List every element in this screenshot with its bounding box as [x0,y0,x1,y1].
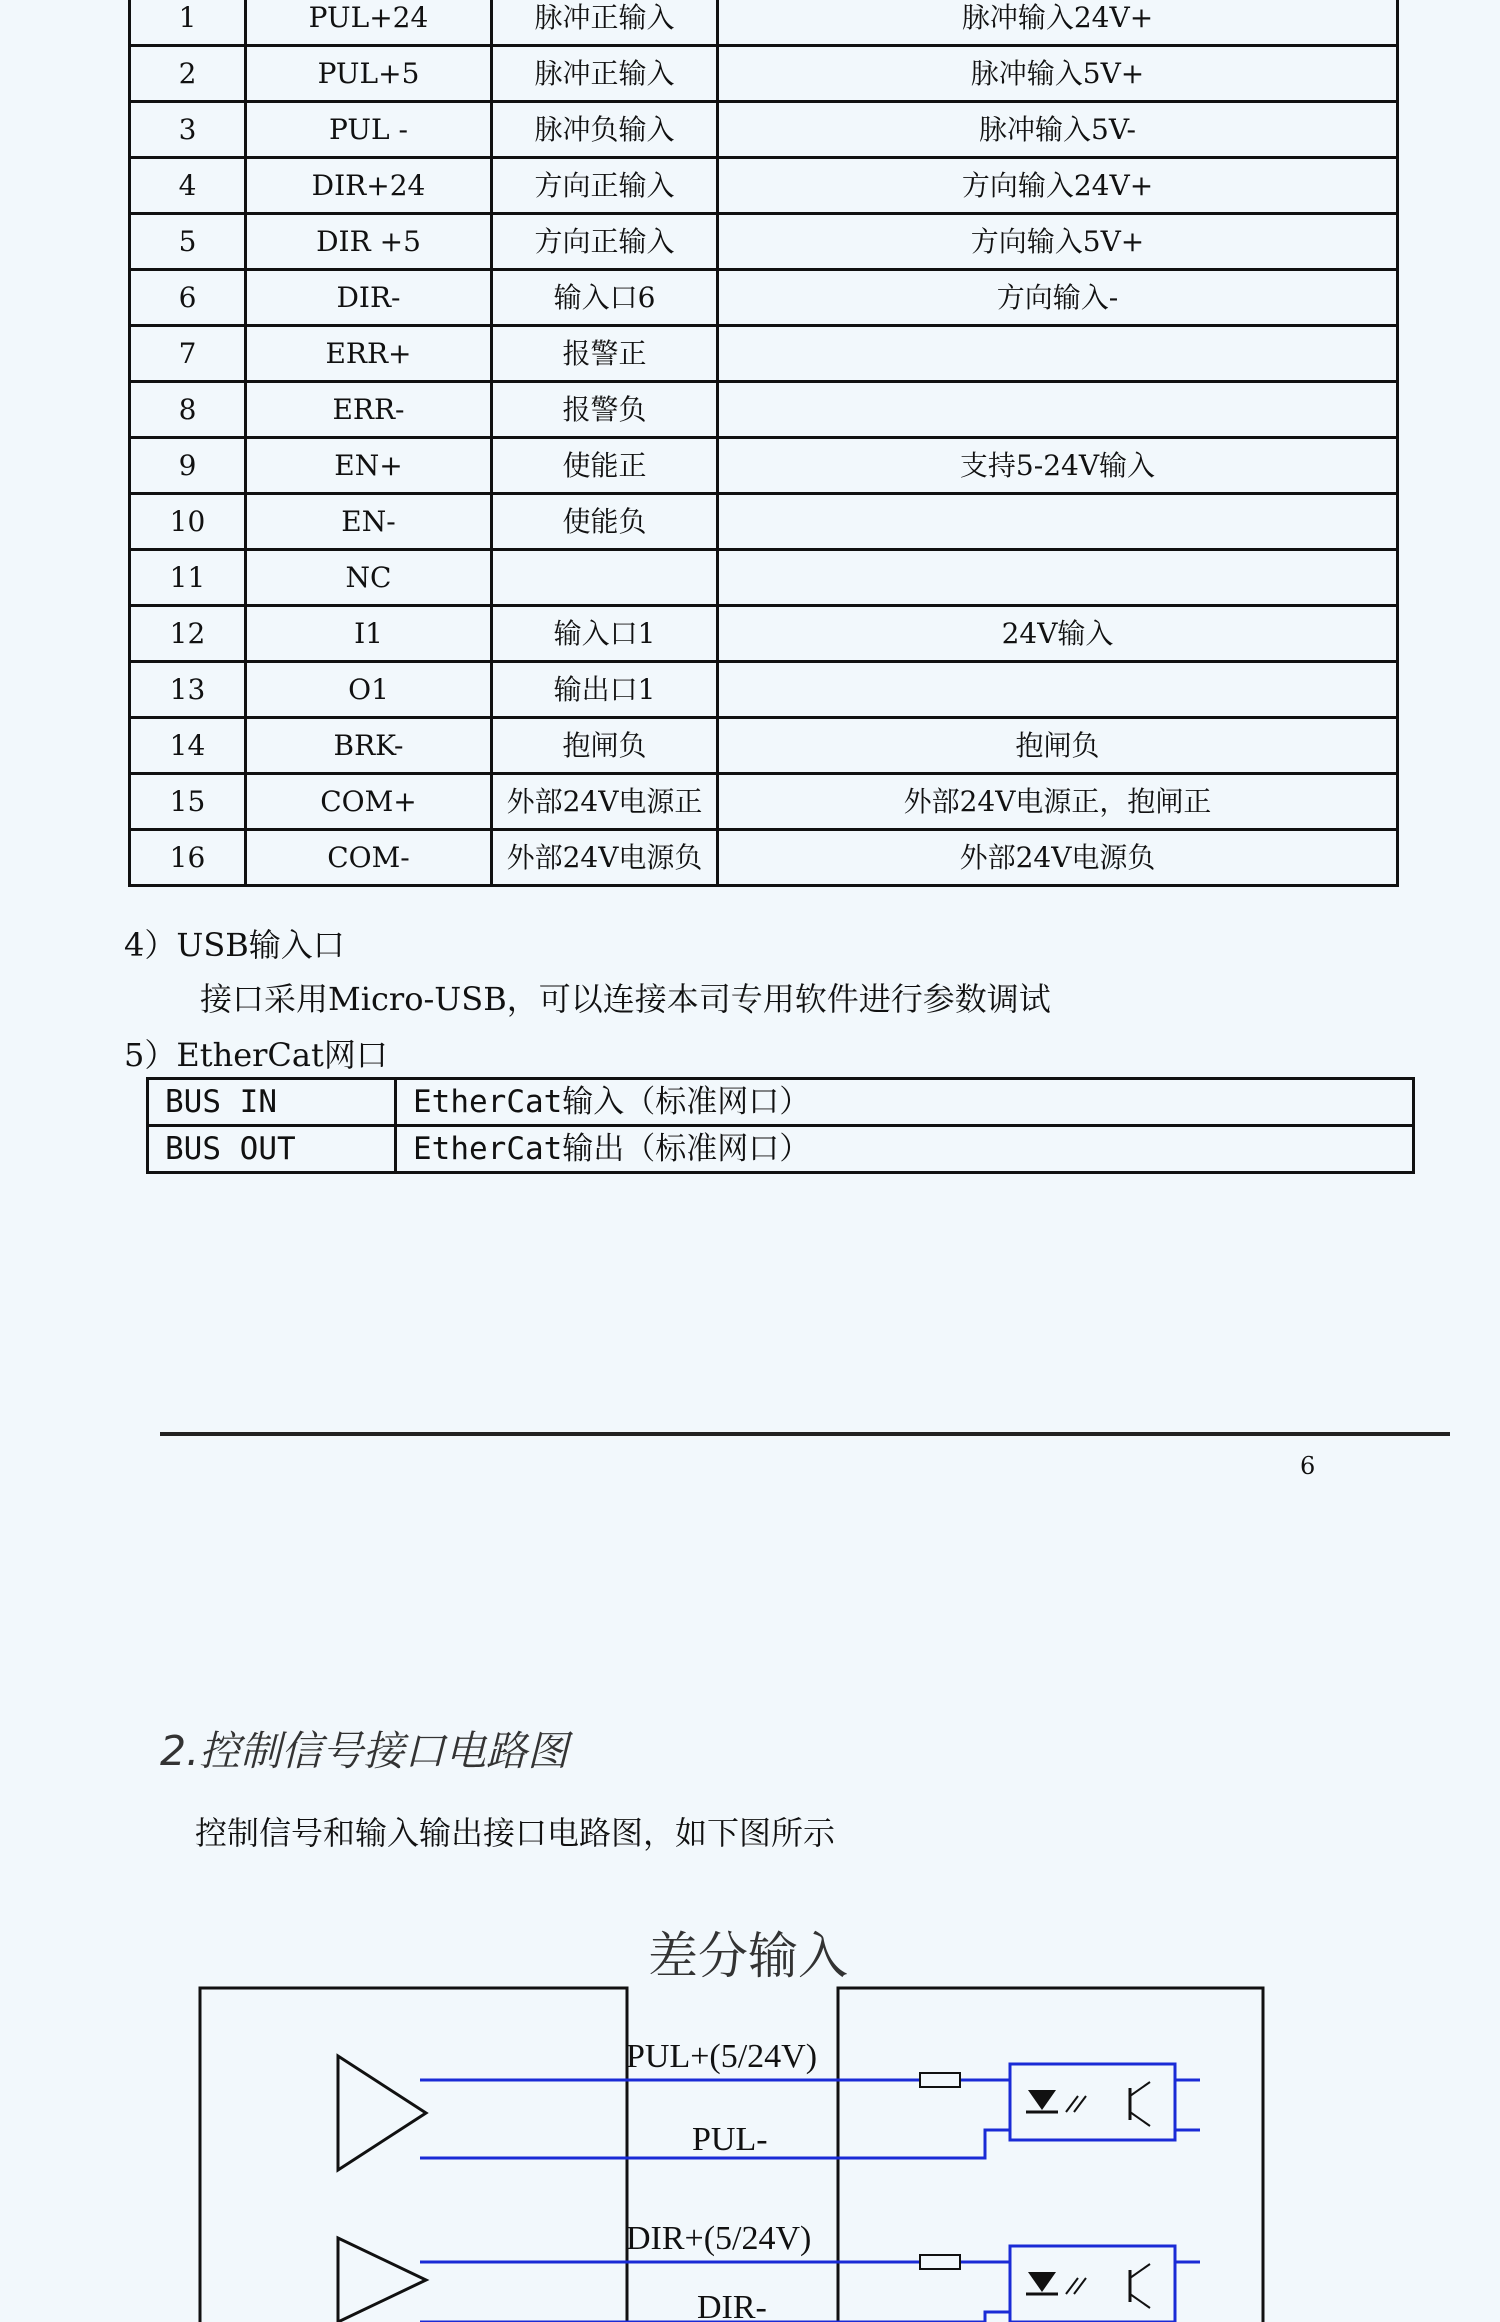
table-row [130,830,1398,886]
page-number: 6 [1300,1452,1316,1480]
pin-description: 方向输入24V+ [718,158,1398,214]
pin-name: 报警负 [492,382,718,438]
pin-name [492,550,718,606]
pin-number: 7 [130,326,246,382]
table-row [130,718,1398,774]
pin-name: 输出口1 [492,662,718,718]
usb-description: 接口采用Micro-USB，可以连接本司专用软件进行参数调试 [200,980,1051,1018]
pin-name: 脉冲负输入 [492,102,718,158]
pin-signal: PUL - [246,102,492,158]
pin-name: 方向正输入 [492,214,718,270]
pin-name: 脉冲正输入 [492,0,718,46]
table-row [130,662,1398,718]
table-row [130,46,1398,102]
pin-number: 5 [130,214,246,270]
pin-name: 外部24V电源负 [492,830,718,886]
table-row [130,270,1398,326]
table-row [130,774,1398,830]
table-row [130,214,1398,270]
pin-number: 2 [130,46,246,102]
pin-description: 脉冲输入5V- [718,102,1398,158]
controller-box [200,1988,627,2322]
pin-definition-table [128,0,1399,887]
pin-description: 抱闸负 [718,718,1398,774]
section-description: 控制信号和输入输出接口电路图，如下图所示 [195,1814,836,1852]
usb-heading: 4）USB输入口 [124,926,345,964]
table-row [130,494,1398,550]
table-row [130,326,1398,382]
table-row [148,1126,1414,1173]
pin-name: 脉冲正输入 [492,46,718,102]
pin-description [718,382,1398,438]
pin-name: 方向正输入 [492,158,718,214]
pul-minus-label: PUL- [692,2121,768,2158]
pin-description: 外部24V电源负 [718,830,1398,886]
pin-description: 方向输入5V+ [718,214,1398,270]
pin-table-body [130,0,1398,886]
dir-resistor-icon [920,2255,960,2269]
driver-box [838,1988,1263,2322]
optocoupler-pul-icon [1010,2064,1200,2140]
pin-description: 支持5-24V输入 [718,438,1398,494]
table-row [130,0,1398,46]
pin-signal: PUL+24 [246,0,492,46]
table-row [130,550,1398,606]
pin-number: 6 [130,270,246,326]
pin-description: 外部24V电源正，抱闸正 [718,774,1398,830]
pin-number: 11 [130,550,246,606]
pin-signal: ERR+ [246,326,492,382]
pul-resistor-icon [920,2073,960,2087]
table-row [148,1079,1414,1126]
pin-number: 13 [130,662,246,718]
pin-name: 输入口6 [492,270,718,326]
ethercat-heading: 5）EtherCat网口 [124,1036,388,1074]
pin-signal: BRK- [246,718,492,774]
table-row [130,438,1398,494]
pin-number: 12 [130,606,246,662]
table-row [130,158,1398,214]
line-driver-dir-icon [338,2238,426,2322]
pin-description: 24V输入 [718,606,1398,662]
pin-name: 使能负 [492,494,718,550]
diagram-title: 差分输入 [648,1928,848,1984]
pin-signal: EN+ [246,438,492,494]
pin-number: 1 [130,0,246,46]
pin-number: 10 [130,494,246,550]
pin-number: 8 [130,382,246,438]
dir-plus-label: DIR+(5/24V) [626,2220,812,2257]
pin-description [718,326,1398,382]
line-driver-pul-icon [338,2056,426,2170]
pin-signal: COM- [246,830,492,886]
pin-description: 脉冲输入24V+ [718,0,1398,46]
pin-number: 9 [130,438,246,494]
pin-signal: DIR- [246,270,492,326]
pin-signal: I1 [246,606,492,662]
bus-in-port: BUS IN [148,1079,396,1126]
pin-description: 方向输入- [718,270,1398,326]
pul-plus-label: PUL+(5/24V) [626,2038,818,2075]
pin-name: 报警正 [492,326,718,382]
pin-signal: DIR+24 [246,158,492,214]
pin-signal: O1 [246,662,492,718]
pin-description [718,662,1398,718]
table-row [130,382,1398,438]
pin-name: 抱闸负 [492,718,718,774]
pin-number: 3 [130,102,246,158]
pin-description [718,550,1398,606]
ethercat-port-table [146,1077,1415,1174]
pin-number: 14 [130,718,246,774]
bus-out-desc: EtherCat输出（标准网口） [396,1126,1414,1173]
pin-number: 15 [130,774,246,830]
pin-signal: COM+ [246,774,492,830]
pin-signal: PUL+5 [246,46,492,102]
pin-name: 输入口1 [492,606,718,662]
pin-name: 外部24V电源正 [492,774,718,830]
bus-out-port: BUS OUT [148,1126,396,1173]
pin-description: 脉冲输入5V+ [718,46,1398,102]
pin-signal: EN- [246,494,492,550]
pin-name: 使能正 [492,438,718,494]
pin-signal: DIR +5 [246,214,492,270]
dir-minus-label: DIR- [697,2289,767,2322]
pin-number: 4 [130,158,246,214]
footer-rule [160,1432,1450,1436]
differential-input-circuit-diagram [0,1900,1500,2322]
section-title: 2.控制信号接口电路图 [160,1727,569,1775]
pin-number: 16 [130,830,246,886]
bus-in-desc: EtherCat输入（标准网口） [396,1079,1414,1126]
optocoupler-dir-icon [1010,2246,1200,2322]
pin-description [718,494,1398,550]
table-row [130,102,1398,158]
pin-signal: ERR- [246,382,492,438]
table-row [130,606,1398,662]
pin-signal: NC [246,550,492,606]
